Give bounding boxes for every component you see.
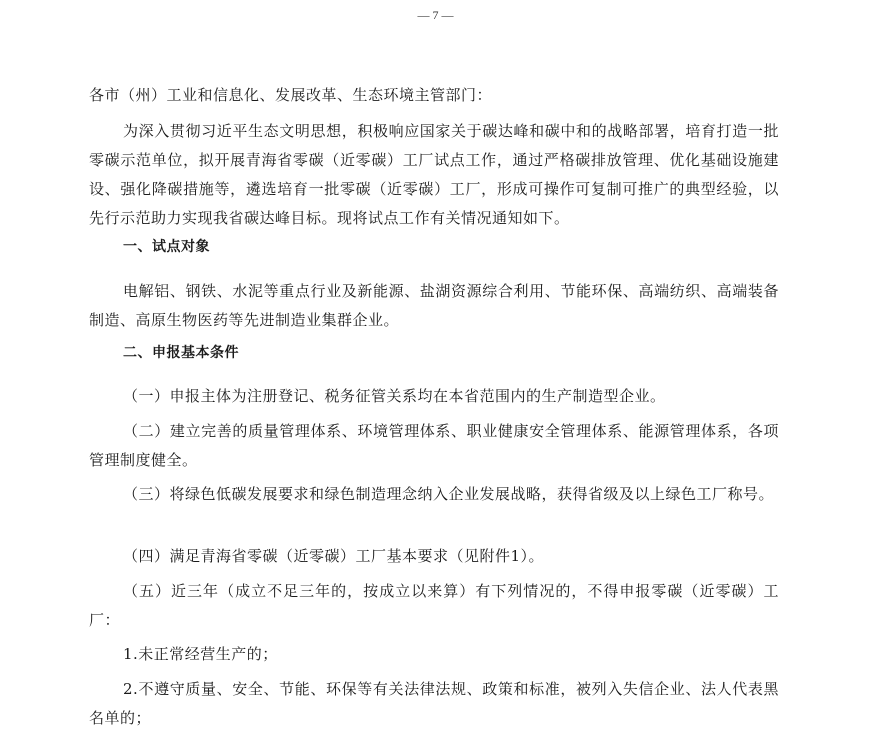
condition-item: （三）将绿色低碳发展要求和绿色制造理念纳入企业发展战略，获得省级及以上绿色工厂称号。 [123,485,775,503]
exclusion-subitem: 2.不遵守质量、安全、节能、环保等有关法律法规、政策和标准，被列入失信企业、法人代表黑名单的； [89,680,779,727]
section-1-heading: 一、试点对象 [123,239,210,255]
condition-item: （二）建立完善的质量管理体系、环境管理体系、职业健康安全管理体系、能源管理体系，各项管理制度健全。 [89,422,779,469]
page-number: — 7 — [417,8,454,22]
section-1-body: 电解铝、钢铁、水泥等重点行业及新能源、盐湖资源综合利用、节能环保、高端纺织、高端装备制造、高原生物医药等先进制造业集群企业。 [89,282,779,329]
addressee: 各市（州）工业和信息化、发展改革、生态环境主管部门： [89,86,493,104]
intro-paragraph: 为深入贯彻习近平生态文明思想，积极响应国家关于碳达峰和碳中和的战略部署，培育打造一批零碳示范单位，拟开展青海省零碳（近零碳）工厂试点工作，通过严格碳排放管理、优化基础设施建设、强化降碳措施等，遴选培育一批零碳（近零碳）工厂，形成可操作可复制可推广的典型经验，以先行示范助力实现我省碳达峰目标。现将试点工作有关情况通知如下。 [89,122,779,227]
condition-item: （五）近三年（成立不足三年的，按成立以来算）有下列情况的，不得申报零碳（近零碳）工厂： [89,582,779,629]
exclusion-subitem: 1.未正常经营生产的； [123,645,278,663]
section-2-heading: 二、申报基本条件 [123,345,239,361]
condition-item: （一）申报主体为注册登记、税务征管关系均在本省范围内的生产制造型企业。 [123,387,666,405]
condition-item: （四）满足青海省零碳（近零碳）工厂基本要求（见附件1）。 [123,547,545,565]
